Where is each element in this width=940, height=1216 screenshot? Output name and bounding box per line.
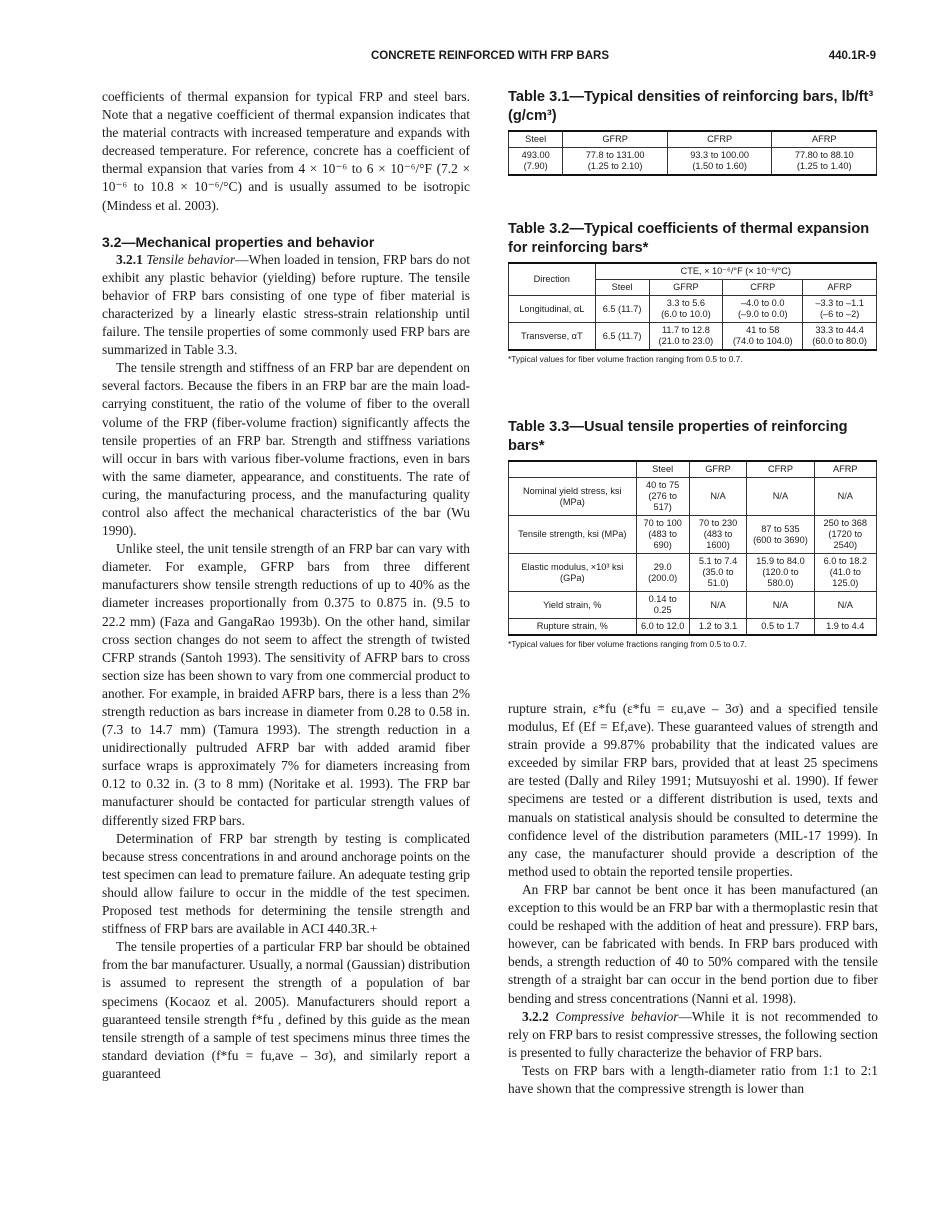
page-header xyxy=(102,50,878,68)
table-cell: 0.5 to 1.7 xyxy=(747,619,814,636)
table-cell: 493.00 (7.90) xyxy=(509,148,563,176)
row-label: Yield strain, % xyxy=(509,592,637,619)
column-header: Steel xyxy=(509,131,563,148)
paragraph: Determination of FRP bar strength by testing is complicated because stress concentrations in and around anchorage points on the test specimen can lead to premature failure. An adequate testing grip should allow failure to occur in the middle of the test specimen. Proposed test methods for determining the tensile strength and stiffness of FRP bars are available in ACI 440.3R.+ xyxy=(102,830,470,937)
row-label: Elastic modulus, ×10³ ksi (GPa) xyxy=(509,554,637,592)
row-label: Tensile strength, ksi (MPa) xyxy=(509,516,637,554)
column-header: AFRP xyxy=(772,131,877,148)
table-cell: 6.5 (11.7) xyxy=(595,296,649,323)
table-cell: 0.14 to 0.25 xyxy=(636,592,689,619)
paragraph xyxy=(102,251,470,360)
row-label: Nominal yield stress, ksi (MPa) xyxy=(509,478,637,516)
table-cell: 77.80 to 88.10 (1.25 to 1.40) xyxy=(772,148,877,176)
table-cell: 11.7 to 12.8 (21.0 to 23.0) xyxy=(649,323,723,351)
row-header-label: Direction xyxy=(509,263,596,296)
column-header: Steel xyxy=(595,280,649,296)
column-header: GFRP xyxy=(649,280,723,296)
table-3-3 xyxy=(508,460,877,636)
table-caption: Table 3.2—Typical coefficients of thermal expansion for reinforcing bars* xyxy=(508,221,870,256)
paragraph: An FRP bar cannot be bent once it has been manufactured (an exception to this would be an FRP bar with a thermoplastic resin that could be reshaped with the addition of heat and pressure). FRP bars, however, can be fabricated with bends. In FRP bars produced with bends, a strength reduction of 40 to 50% compared with the tensile strength of a straight bar can occur in the bend portion due to fiber bending and stress concentrations (Nanni et al. 1998). xyxy=(508,881,878,1006)
subsection-number: 3.2.1 xyxy=(116,251,143,267)
table-cell: 6.0 to 18.2 (41.0 to 125.0) xyxy=(814,554,876,592)
page-number: 440.1R-9 xyxy=(828,50,876,62)
paragraph-text: —While it is not recommended to rely on FRP bars to resist compressive stresses, the following section is presented to fully characterize the behavior of FRP bars. xyxy=(508,1008,878,1060)
table-cell: –4.0 to 0.0 (–9.0 to 0.0) xyxy=(723,296,803,323)
table-3-2 xyxy=(508,262,877,351)
table-cell: 3.3 to 5.6 (6.0 to 10.0) xyxy=(649,296,723,323)
table-cell: 6.0 to 12.0 xyxy=(636,619,689,636)
subsection-number: 3.2.2 xyxy=(522,1008,549,1024)
table-3-3-block xyxy=(508,418,878,650)
paragraph xyxy=(508,1008,878,1062)
table-cell: –3.3 to –1.1 (–6 to –2) xyxy=(803,296,877,323)
column-header: CFRP xyxy=(747,461,814,478)
paragraph: Unlike steel, the unit tensile strength of an FRP bar can vary with diameter. For example, GFRP bars from three different manufacturers show tensile strength reductions of up to 40% as the diameter increases proportionally from 0.375 to 0.875 in. (9.5 to 22.2 mm) (Faza and GangaRao 1993b). On the other hand, similar cross section changes do not seem to affect the strength of twisted CFRP strands (Santoh 1993). The sensitivity of AFRP bars to cross section size has been shown to vary from one commercial product to another. For example, in braided AFRP bars, there is a less than 2% strength reduction as bars increase in diameter from 0.28 to 0.58 in. (7.3 to 14.7 mm) (Tamura 1993). The strength reduction in a unidirectionally pultruded AFRP bar with added aramid fiber surface wraps is approximately 7% for diameters increasing from 0.12 to 0.32 in. (3 to 8 mm) (Noritake et al. 1993). The FRP bar manufacturer should be contacted for particular strength values of differently sized FRP bars. xyxy=(102,541,470,828)
table-cell: 40 to 75 (276 to 517) xyxy=(636,478,689,516)
table-cell: 33.3 to 44.4 (60.0 to 80.0) xyxy=(803,323,877,351)
table-cell: N/A xyxy=(814,478,876,516)
subsection-title: Compressive behavior xyxy=(555,1008,679,1024)
subsection-title: Tensile behavior xyxy=(146,251,236,267)
table-cell: N/A xyxy=(814,592,876,619)
table-cell: 93.3 to 100.00 (1.50 to 1.60) xyxy=(667,148,772,176)
column-header: Steel xyxy=(636,461,689,478)
left-column xyxy=(102,88,470,1083)
section-heading: 3.2—Mechanical properties and behavior xyxy=(102,233,375,250)
paragraph: The tensile strength and stiffness of an FRP bar are dependent on several factors. Because the fibers in an FRP bar are the main load-carrying constituent, the ratio of the volume of fiber to the overall volume of the FRP (fiber-volume fraction) significantly affects the tensile properties of an FRP bar. Strength and stiffness variations will occur in bars with various fiber-volume fractions, even in bars with the same diameter, appearance, and constituents. The rate of curing, the manufacturing process, and the manufacturing quality control also affect the mechanical characteristics of the bar (Wu 1990). xyxy=(102,360,470,539)
table-cell: N/A xyxy=(747,478,814,516)
right-column-text xyxy=(508,700,878,1098)
table-footnote: *Typical values for fiber volume fraction ranging from 0.5 to 0.7. xyxy=(508,354,743,364)
table-3-2-block xyxy=(508,220,878,365)
row-label: Longitudinal, αL xyxy=(509,296,596,323)
paragraph: coefficients of thermal expansion for typical FRP and steel bars. Note that a negative coefficient of thermal expansion indicates that the material contracts with increased temperature and expands with decreased temperature. For reference, concrete has a coefficient of thermal expansion that varies from 4 × 10⁻⁶ to 6 × 10⁻⁶/°F (7.2 × 10⁻⁶ to 10.8 × 10⁻⁶/°C) and is usually assumed to be isotropic (Mindess et al. 2003). xyxy=(102,89,470,213)
column-header: CFRP xyxy=(667,131,772,148)
table-3-1 xyxy=(508,130,877,176)
table-caption: Table 3.3—Usual tensile properties of reinforcing bars* xyxy=(508,419,848,454)
table-cell: 1.2 to 3.1 xyxy=(689,619,747,636)
table-cell: 77.8 to 131.00 (1.25 to 2.10) xyxy=(563,148,668,176)
table-caption: Table 3.1—Typical densities of reinforcing bars, lb/ft³ (g/cm³) xyxy=(508,89,874,124)
table-cell: 70 to 100 (483 to 690) xyxy=(636,516,689,554)
table-cell: 87 to 535 (600 to 3690) xyxy=(747,516,814,554)
paragraph: Tests on FRP bars with a length-diameter ratio from 1:1 to 2:1 have shown that the compressive strength is lower than xyxy=(508,1062,878,1096)
running-title: CONCRETE REINFORCED WITH FRP BARS xyxy=(370,50,610,62)
table-cell: 6.5 (11.7) xyxy=(595,323,649,351)
table-3-1-block xyxy=(508,88,878,176)
column-header: GFRP xyxy=(689,461,747,478)
group-header: CTE, × 10⁻⁶/°F (× 10⁻⁶/°C) xyxy=(595,263,876,280)
table-cell: 29.0 (200.0) xyxy=(636,554,689,592)
table-cell: 41 to 58 (74.0 to 104.0) xyxy=(723,323,803,351)
table-cell: 15.9 to 84.0 (120.0 to 580.0) xyxy=(747,554,814,592)
row-label: Transverse, αT xyxy=(509,323,596,351)
empty-header-cell xyxy=(509,461,637,478)
column-header: AFRP xyxy=(814,461,876,478)
table-cell: 70 to 230 (483 to 1600) xyxy=(689,516,747,554)
row-label: Rupture strain, % xyxy=(509,619,637,636)
paragraph-text: —When loaded in tension, FRP bars do not exhibit any plastic behavior (yielding) before rupture. The tensile behavior of FRP bars consisting of one type of fiber material is characterized by a linearly elastic stress-strain relationship until failure. The tensile properties of some commonly used FRP bars are summarized in Table 3.3. xyxy=(102,251,470,358)
table-footnote: *Typical values for fiber volume fractions ranging from 0.5 to 0.7. xyxy=(508,639,747,649)
column-header: CFRP xyxy=(723,280,803,296)
table-cell: N/A xyxy=(689,592,747,619)
paragraph: The tensile properties of a particular FRP bar should be obtained from the bar manufacturer. Usually, a normal (Gaussian) distribution is assumed to represent the strength of a population of bar specimens (Kocaoz et al. 2005). Manufacturers should report a guaranteed tensile strength f*fu , defined by this guide as the mean tensile strength of a sample of test specimens minus three times the standard deviation (f*fu = fu,ave – 3σ), and similarly report a guaranteed xyxy=(102,939,471,1081)
table-cell: N/A xyxy=(689,478,747,516)
table-cell: N/A xyxy=(747,592,814,619)
table-cell: 5.1 to 7.4 (35.0 to 51.0) xyxy=(689,554,747,592)
column-header: GFRP xyxy=(563,131,668,148)
table-cell: 1.9 to 4.4 xyxy=(814,619,876,636)
column-header: AFRP xyxy=(803,280,877,296)
paragraph: rupture strain, ε*fu (ε*fu = εu,ave – 3σ) and a specified tensile modulus, Ef (Ef = Ef,ave). These guaranteed values of strength and strain provide a 99.87% probability that the indicated values are exceeded by similar FRP bars, provided that at least 25 specimens are tested (Dally and Riley 1991; Mutsuyoshi et al. 1990). If fewer specimens are tested or a different distribution is used, texts and manuals on statistical analysis should be consulted to determine the confidence level of the distribution parameters (MIL-17 1999). In any case, the manufacturer should provide a description of the method used to obtain the reported tensile properties. xyxy=(508,701,878,879)
table-cell: 250 to 368 (1720 to 2540) xyxy=(814,516,876,554)
